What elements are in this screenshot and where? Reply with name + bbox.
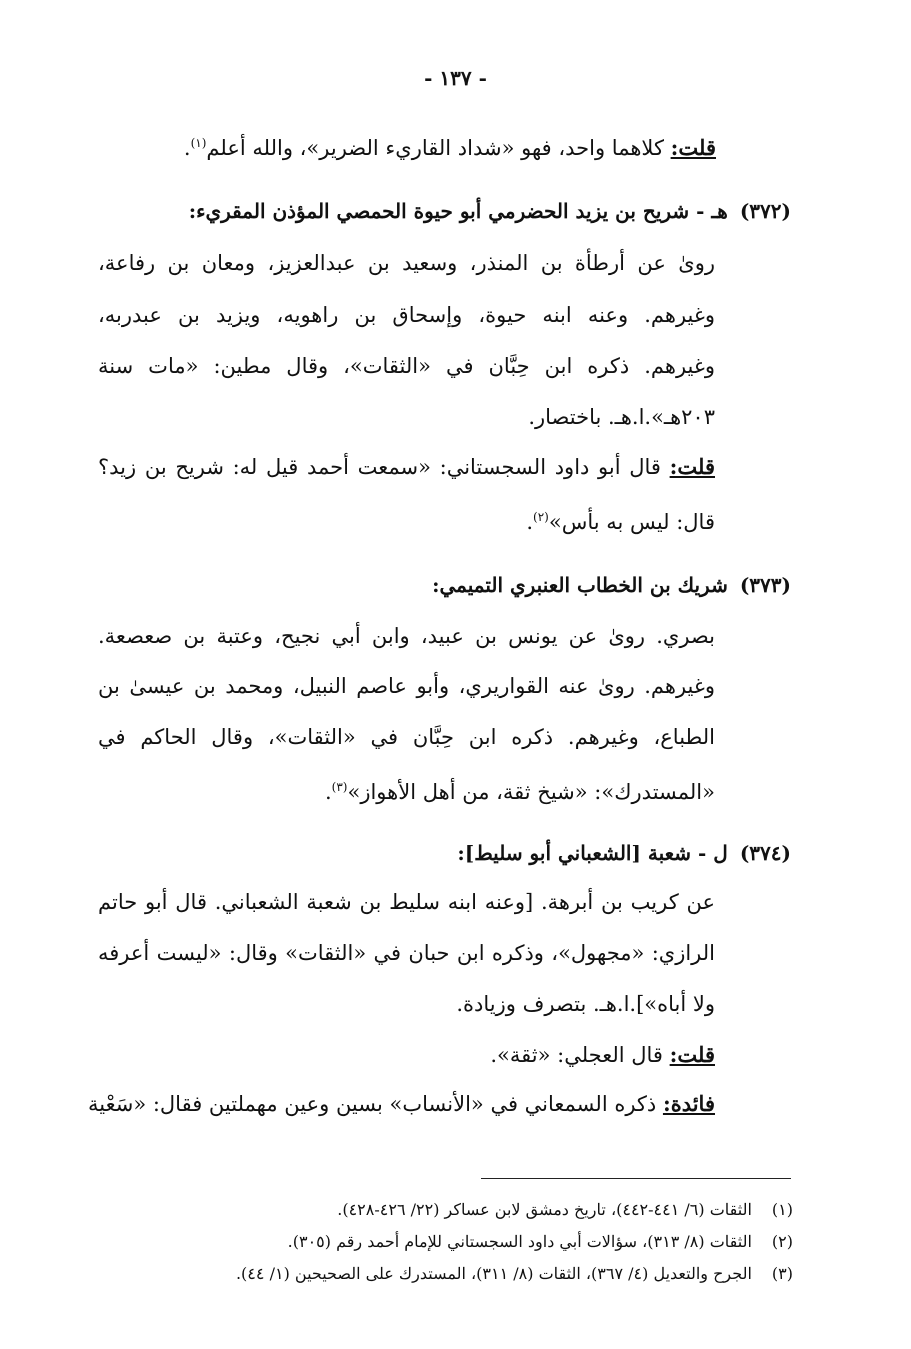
entry-number: (٣٧٢) [739,199,791,223]
entry-text-line: روىٰ عن أرطأة بن المنذر، وسعيد بن عبدالعزيز، ومعان بن رفاعة، [98,251,715,275]
entry-text-line: وغيرهم. روىٰ عنه القواريري، وأبو عاصم النبيل، ومحمد بن عيسىٰ بن [98,674,715,698]
note-label: قلت: [669,1042,715,1067]
intro-text: كلاهما واحد، فهو «شداد القاريء الضرير»، والله أعلم [206,136,671,160]
footnote-number: (٣) [771,1264,793,1283]
entry-title: ل - شعبة [الشعباني أبو سليط]: [457,841,728,865]
entry-text-line: ولا أباه»].ا.هـ. بتصرف وزيادة. [456,992,715,1016]
entry-text-line: «المستدرك»: «شيخ ثقة، من أهل الأهواز»$^{(٣)}$. [324,780,715,804]
page-number: - ١٣٧ - [424,66,487,90]
footnote-ref: (٣) [331,780,348,794]
entry-text-line: الرازي: «مجهول»، وذكره ابن حبان في «الثقات» وقال: «ليست أعرفه [98,941,715,965]
footnote-text: الثقات (٦/ ٤٤١-٤٤٢)، تاريخ دمشق لابن عساكر (٢٢/ ٤٢٦-٤٢٨). [337,1200,752,1219]
benefit-label: فائدة: [662,1091,715,1116]
footnote-text: الجرح والتعديل (٤/ ٣٦٧)، الثقات (٨/ ٣١١)، المستدرك على الصحيحين (١/ ٤٤). [235,1264,752,1283]
entry-text-line: وغيرهم. ذكره ابن حِبَّان في «الثقات»، وقال مطين: «مات سنة [98,354,715,378]
note-label: قلت: [669,454,715,479]
footnote-number: (٢) [771,1232,793,1251]
footnote-ref: (٢) [533,510,549,524]
footnote-number: (١) [771,1200,793,1219]
intro-line: قلت: كلاهما واحد، فهو «شداد القاريء الضرير»، والله أعلم$^{(١)}$. [183,135,716,160]
entry-number: (٣٧٤) [739,841,791,865]
entry-note-line: قلت: قال العجلي: «ثقة». [490,1042,715,1067]
footnote [288,1230,793,1254]
footnote [337,1198,793,1222]
footnote-ref: (١) [190,136,207,150]
entry-title: شريك بن الخطاب العنبري التميمي: [432,573,728,597]
benefit-line: فائدة: ذكره السمعاني في «الأنساب» بسين وعين مهملتين فقال: «سَعْية [88,1091,715,1116]
entry-heading [189,196,791,226]
entry-text-line: ٢٠٣هـ».ا.هـ. باختصار. [528,405,715,429]
entry-heading [432,570,791,600]
footnote-divider [481,1178,791,1179]
entry-note-line: قلت: قال أبو داود السجستاني: «سمعت أحمد قيل له: شريح بن زيد؟ [98,454,715,479]
entry-number: (٣٧٣) [739,573,791,597]
entry-text-line: بصري. روىٰ عن يونس بن عبيد، وابن أبي نجيح، وعتبة بن صعصعة. [98,624,715,648]
entry-text-line: الطباع، وغيرهم. ذكره ابن حِبَّان في «الثقات»، وقال الحاكم في [98,725,715,749]
entry-text-line: عن كريب بن أبرهة. [وعنه ابنه سليط بن شعبة الشعباني. قال أبو حاتم [98,890,715,914]
entry-heading [457,838,791,868]
intro-label: قلت: [670,135,716,160]
entry-text-line: وغيرهم. وعنه ابنه حيوة، وإسحاق بن راهويه، ويزيد بن عبدربه، [98,303,715,327]
footnote [236,1262,793,1286]
entry-note-line: قال: ليس به بأس»$^{(٢)}$. [526,510,715,534]
footnote-text: الثقات (٨/ ٣١٣)، سؤالات أبي داود السجستاني للإمام أحمد رقم (٣٠٥). [287,1232,752,1251]
entry-title: هـ - شريح بن يزيد الحضرمي أبو حيوة الحمصي المؤذن المقريء: [188,199,728,223]
